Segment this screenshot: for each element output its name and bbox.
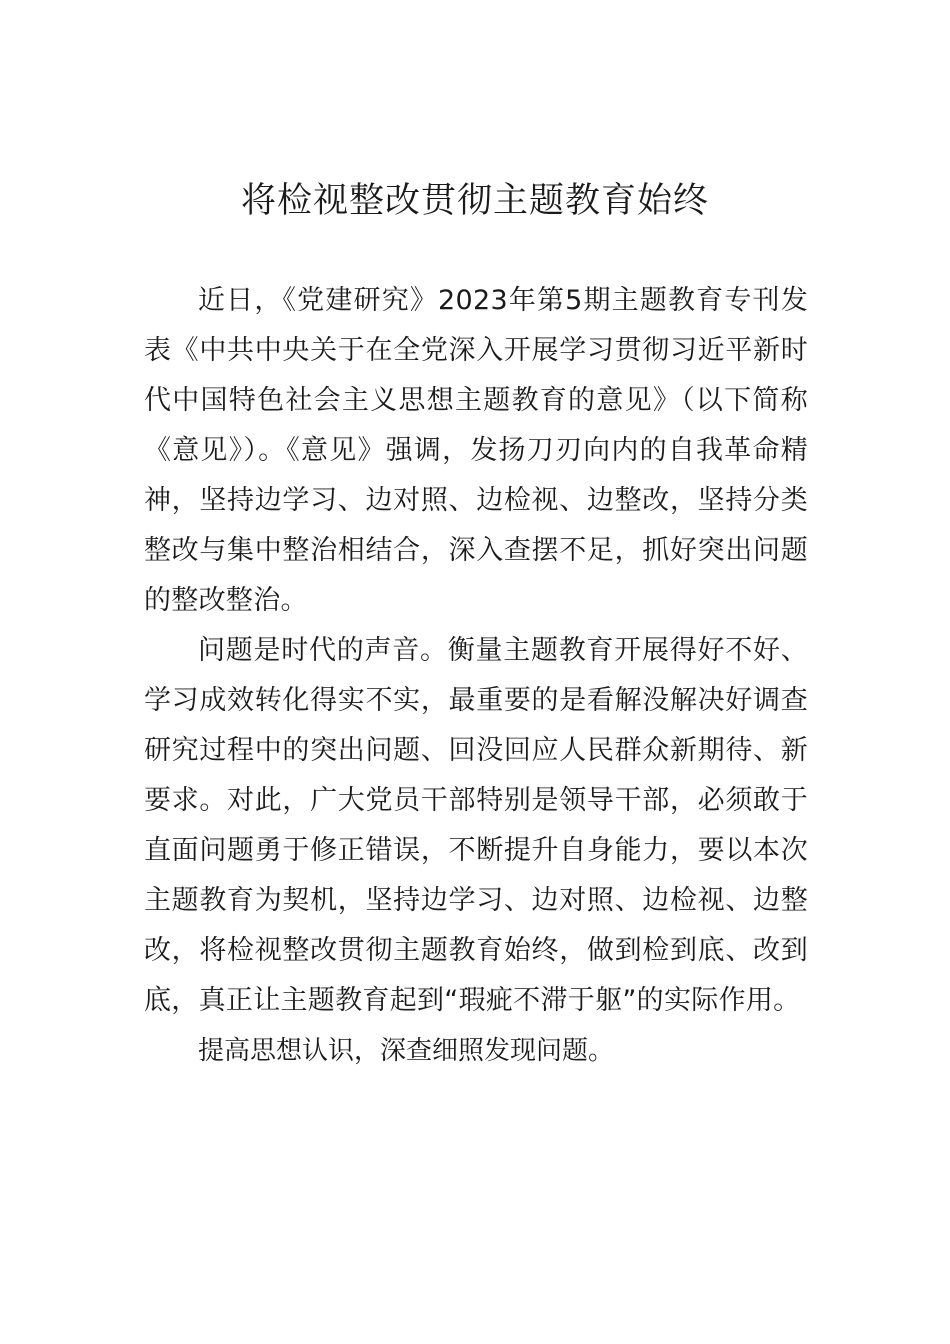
document-body (144, 276, 808, 1076)
section-subheading: 提高思想认识，深查细照发现问题。 (198, 1036, 615, 1066)
paragraph-2: 问题是时代的声音。衡量主题教育开展得好不好、学习成效转化得实不实，最重要的是看解没解决好调查研究过程中的突出问题、回没回应人民群众新期待、新要求。对此，广大党员干部特别是领导干部，必须敢于直面问题勇于修正错误，不断提升自身能力，要以本次主题教育为契机，坚持边学习、边对照、边检视、边整改，将检视整改贯彻主题教育始终，做到检到底、改到底，真正让主题教育起到“瑕疵不滞于躯”的实际作用。 (144, 635, 808, 1016)
document-title: 将检视整改贯彻主题教育始终 (240, 181, 709, 221)
paragraph-1: 近日，《党建研究》2023年第5期主题教育专刊发表《中共中央关于在全党深入开展学习贯彻习近平新时代中国特色社会主义思想主题教育的意见》（以下简称《意见》）。《意见》强调，发扬刀刃向内的自我革命精神，坚持边学习、边对照、边检视、边整改，坚持分类整改与集中整治相结合，深入查摆不足，抓好突出问题的整改整治。 (144, 285, 808, 616)
